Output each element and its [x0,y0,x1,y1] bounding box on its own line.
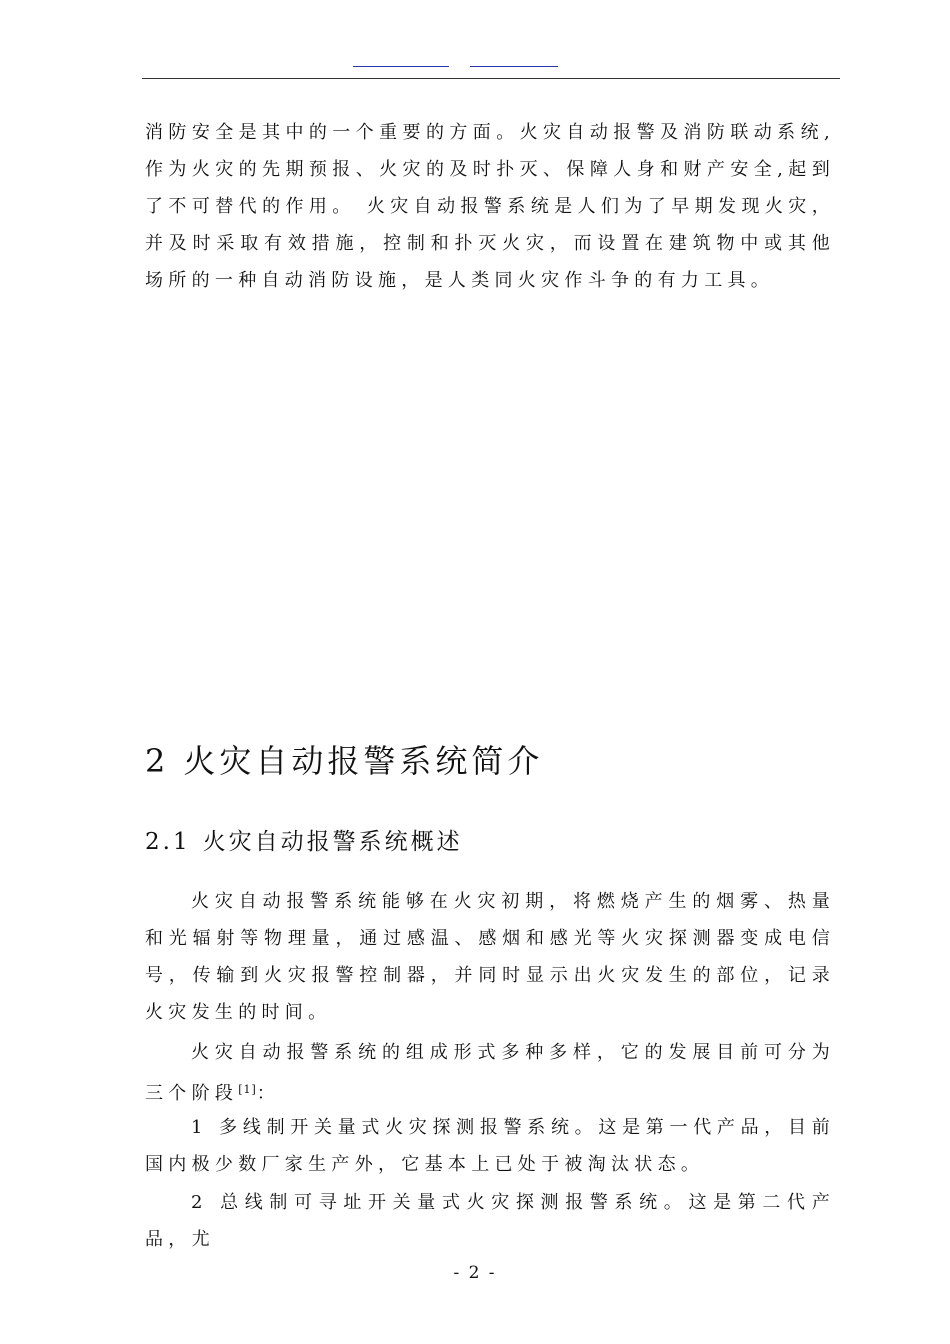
chapter-number: 2 [145,742,170,780]
paragraph-stages [145,1034,835,1112]
section-heading [145,823,463,861]
paragraph-stage-2: 2 总线制可寻址开关量式火灾探测报警系统。这是第二代产品，尤 [145,1192,835,1250]
citation-reference[interactable]: [1] [238,1083,257,1096]
section-title: 火灾自动报警系统概述 [202,829,463,855]
section-number: 2.1 [145,829,191,855]
header-link-line-2 [470,66,558,67]
chapter-heading [145,733,543,789]
paragraph-stages-text: 火灾自动报警系统的组成形式多种多样，它的发展目前可分为三个阶段 [145,1042,835,1104]
paragraph-stage-1: 1 多线制开关量式火灾探测报警系统。这是第一代产品，目前国内极少数厂家生产外，它基本上已处于被淘汰状态。 [145,1117,835,1175]
header-rule [142,78,840,79]
paragraph-overview: 火灾自动报警系统能够在火灾初期，将燃烧产生的烟雾、热量和光辐射等物理量，通过感温、感烟和感光等火灾探测器变成电信号，传输到火灾报警控制器，并同时显示出火灾发生的部位，记录火灾发生的时间。 [145,891,835,1023]
header-link-line-1 [353,66,449,67]
intro-paragraph: 消防安全是其中的一个重要的方面。火灾自动报警及消防联动系统,作为火灾的先期预报、火灾的及时扑灭、保障人身和财产安全,起到了不可替代的作用。 火灾自动报警系统是人们为了早期发现火灾，并及时采取有效措施，控制和扑灭火灾，而设置在建筑物中或其他场所的一种自动消防设施，是人类同火灾作斗争的有力工具。 [145,122,835,291]
chapter-title: 火灾自动报警系统简介 [183,742,544,780]
page-number: - 2 - [453,1263,497,1283]
paragraph-stages-end: ： [256,1083,281,1104]
